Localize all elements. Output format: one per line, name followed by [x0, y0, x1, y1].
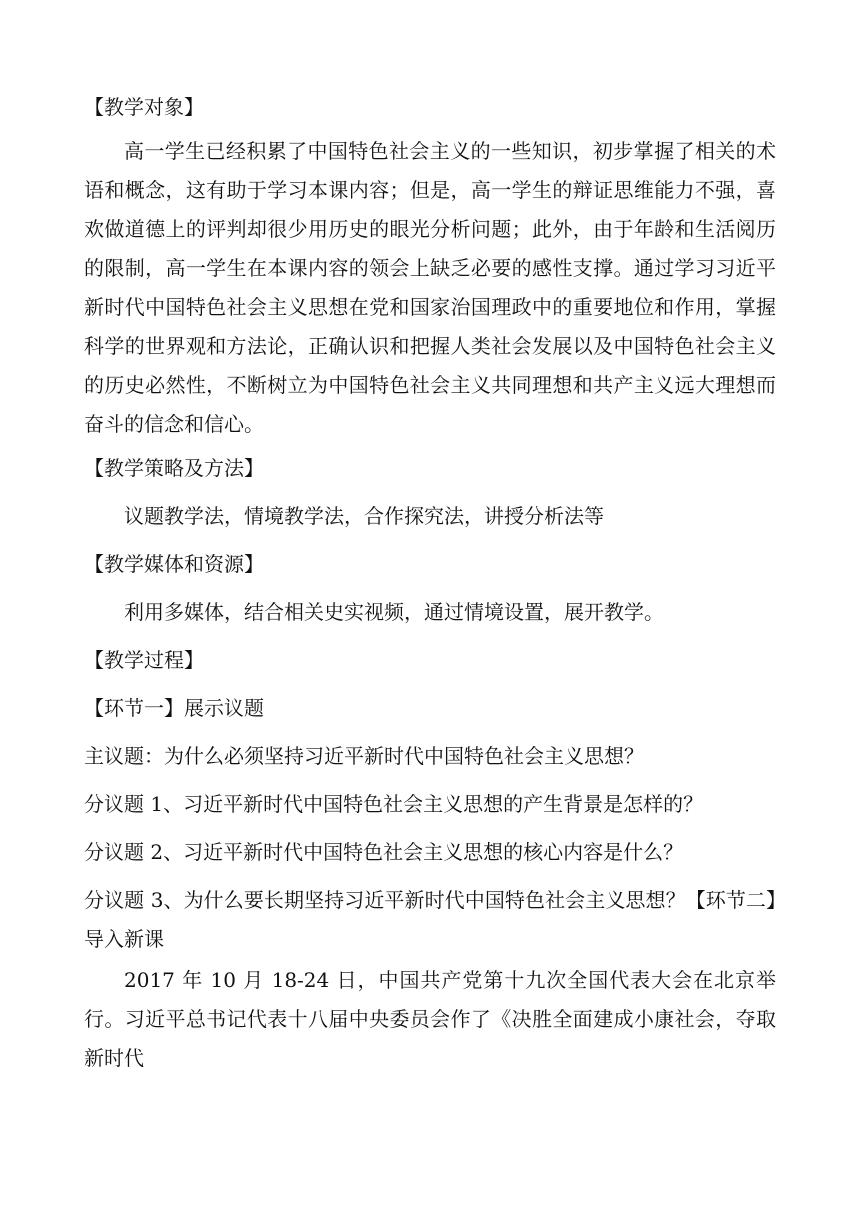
- teaching-media-text: 利用多媒体，结合相关史实视频，通过情境设置，展开教学。: [124, 600, 664, 624]
- intro-paragraph: 2017 年 10 月 18-24 日，中国共产党第十九次全国代表大会在北京举行。习近平总书记代表十八届中央委员会作了《决胜全面建成小康社会，夺取新时代: [84, 968, 776, 1070]
- main-topic: 主议题：为什么必须坚持习近平新时代中国特色社会主义思想？: [84, 744, 644, 768]
- teaching-objects-heading: 【教学对象】: [84, 95, 204, 119]
- teaching-objects-paragraph: 高一学生已经积累了中国特色社会主义的一些知识，初步掌握了相关的术语和概念，这有助于学习本课内容；但是，高一学生的辩证思维能力不强，喜欢做道德上的评判却很少用历史的眼光分析问题；此外，由于年龄和生活阅历的限制，高一学生在本课内容的领会上缺乏必要的感性支撑。通过学习习近平新时代中国特色社会主义思想在党和国家治国理政中的重要地位和作用，掌握科学的世界观和方法论，正确认识和把握人类社会发展以及中国特色社会主义的历史必然性，不断树立为中国特色社会主义共同理想和共产主义远大理想而奋斗的信念和信心。: [84, 139, 776, 436]
- teaching-media-heading: 【教学媒体和资源】: [84, 552, 264, 576]
- document-page: [84, 88, 776, 1078]
- sub-topic-1: 分议题 1、习近平新时代中国特色社会主义思想的产生背景是怎样的？: [84, 792, 704, 816]
- sub-topic-2: 分议题 2、习近平新时代中国特色社会主义思想的核心内容是什么？: [84, 840, 684, 864]
- teaching-strategy-heading: 【教学策略及方法】: [84, 456, 264, 480]
- teaching-process-heading: 【教学过程】: [84, 648, 204, 672]
- sub-topic-3: 分议题 3、为什么要长期坚持习近平新时代中国特色社会主义思想？【环节二】导入新课: [84, 888, 776, 951]
- teaching-strategy-text: 议题教学法，情境教学法，合作探究法，讲授分析法等: [124, 504, 604, 528]
- step-one-heading: 【环节一】展示议题: [84, 696, 264, 720]
